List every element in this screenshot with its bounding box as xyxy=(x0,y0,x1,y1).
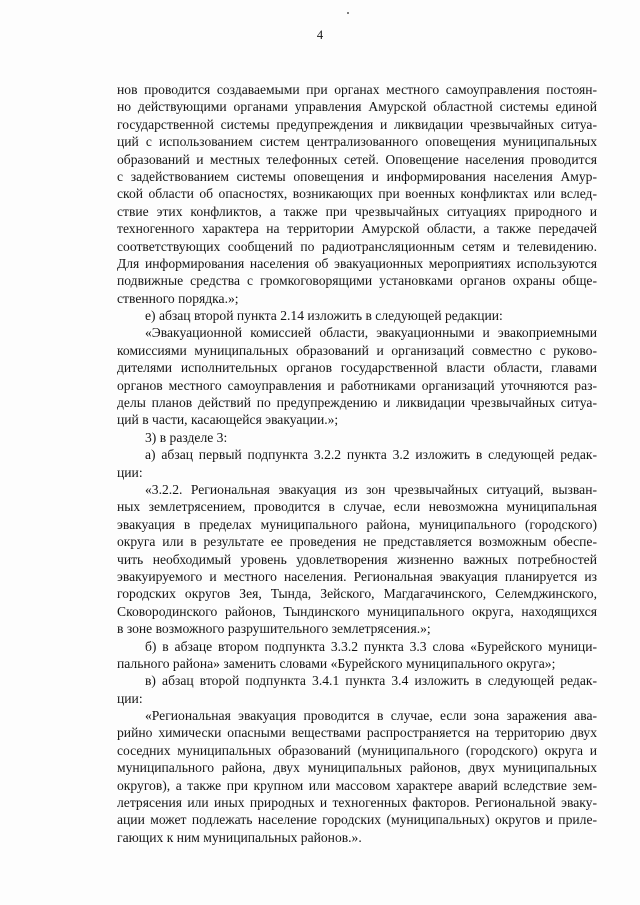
text-line: а) абзац первый подпункта 3.2.2 пункта 3.2 изложить в следующей редак- xyxy=(145,447,597,463)
text-line: гающих к ним муниципальных районов.». xyxy=(117,829,362,845)
text-line: ствие этих конфликтов, а также при чрезвычайных ситуациях природного и xyxy=(117,203,597,219)
scan-speck xyxy=(347,12,349,14)
text-line: соответствующих сообщений по радиотрансляционным сетям и телевидению. xyxy=(117,238,597,254)
text-line: в) абзац второй подпункта 3.4.1 пункта 3.4 изложить в следующей редак- xyxy=(145,673,597,689)
text-line: рийно химически опасными веществами распространяется на территорию двух xyxy=(117,725,597,741)
text-line: эвакуация в пределах муниципального района, муниципального (городского) xyxy=(117,516,597,532)
text-line: соседних муниципальных образований (муниципального (городского) округа и xyxy=(117,742,597,758)
text-line: ции: xyxy=(117,690,143,706)
text-line: ций с использованием систем централизованного оповещения муниципальных xyxy=(117,134,597,150)
document-body xyxy=(117,81,597,846)
text-line: ственного порядка.»; xyxy=(117,290,239,306)
text-line: ций в части, касающейся эвакуации.»; xyxy=(117,412,339,428)
text-line: пального района» заменить словами «Бурейского муниципального округа»; xyxy=(117,655,556,671)
text-line: ации может подлежать население городских (муниципальных) округов и приле- xyxy=(117,812,597,828)
text-line: «Эвакуационной комиссией области, эвакуационными и эвакоприемными xyxy=(145,325,597,341)
text-line: эвакуируемого и местного населения. Региональная эвакуация планируется из xyxy=(117,568,597,584)
text-line: нов проводится создаваемыми при органах местного самоуправления постоян- xyxy=(117,82,597,97)
text-line: ской области об опасностях, возникающих при военных конфликтах или вслед- xyxy=(117,186,597,202)
text-line: в зоне возможного разрушительного землетрясения.»; xyxy=(117,621,431,637)
text-line: техногенного характера на территории Амурской области, а также передачей xyxy=(117,221,597,237)
text-line: государственной системы предупреждения и ликвидации чрезвычайных ситуа- xyxy=(117,116,597,132)
text-line: 3) в разделе 3: xyxy=(145,429,228,445)
text-line: комиссиями муниципальных образований и организаций совместно с руково- xyxy=(117,342,597,358)
text-line: округов), а также при крупном или массовом характере аварий вследствие зем- xyxy=(117,777,597,793)
text-line: городских округов Зея, Тында, Зейского, Магдагачинского, Селемджинского, xyxy=(117,586,597,602)
page-number: 4 xyxy=(316,28,324,42)
text-line: «Региональная эвакуация проводится в случае, если зона заражения ава- xyxy=(145,708,597,724)
text-line: муниципального района, двух муниципальных районов, двух муниципальных xyxy=(117,760,597,776)
text-line: чить необходимый уровень удовлетворения жизненно важных потребностей xyxy=(117,551,597,567)
text-line: с задействованием системы оповещения и информирования населения Амур- xyxy=(117,168,597,184)
text-line: Для информирования населения об эвакуационных мероприятиях используются xyxy=(117,255,597,271)
text-line: делы планов действий по предупреждению и ликвидации чрезвычайных ситуа- xyxy=(117,395,597,411)
text-line: Сковородинского районов, Тындинского муниципального округа, находящихся xyxy=(117,603,597,619)
text-line: образований и местных телефонных сетей. Оповещение населения проводится xyxy=(117,151,597,167)
text-line: органов местного самоуправления и работниками организаций уточняются раз- xyxy=(117,377,597,393)
text-line: ных землетрясением, проводится в случае, если невозможна муниципальная xyxy=(117,499,597,515)
text-line: округа или в результате ее проведения не представляется возможным обеспе- xyxy=(117,534,597,550)
text-line: дителями исполнительных органов государственной власти области, главами xyxy=(117,360,597,376)
text-line: летрясения или иных природных и техногенных факторов. Региональной эваку- xyxy=(117,795,597,811)
text-line: б) в абзаце втором подпункта 3.3.2 пункта 3.3 слова «Бурейского муници- xyxy=(145,638,597,654)
text-line: ции: xyxy=(117,464,143,480)
text-line: но действующими органами управления Амурской областной системы единой xyxy=(117,99,597,115)
text-line: «3.2.2. Региональная эвакуация из зон чрезвычайных ситуаций, вызван- xyxy=(145,481,597,497)
text-line: подвижные средства с громкоговорящими установками органов охраны обще- xyxy=(117,273,597,289)
text-line: е) абзац второй пункта 2.14 изложить в следующей редакции: xyxy=(145,308,503,324)
